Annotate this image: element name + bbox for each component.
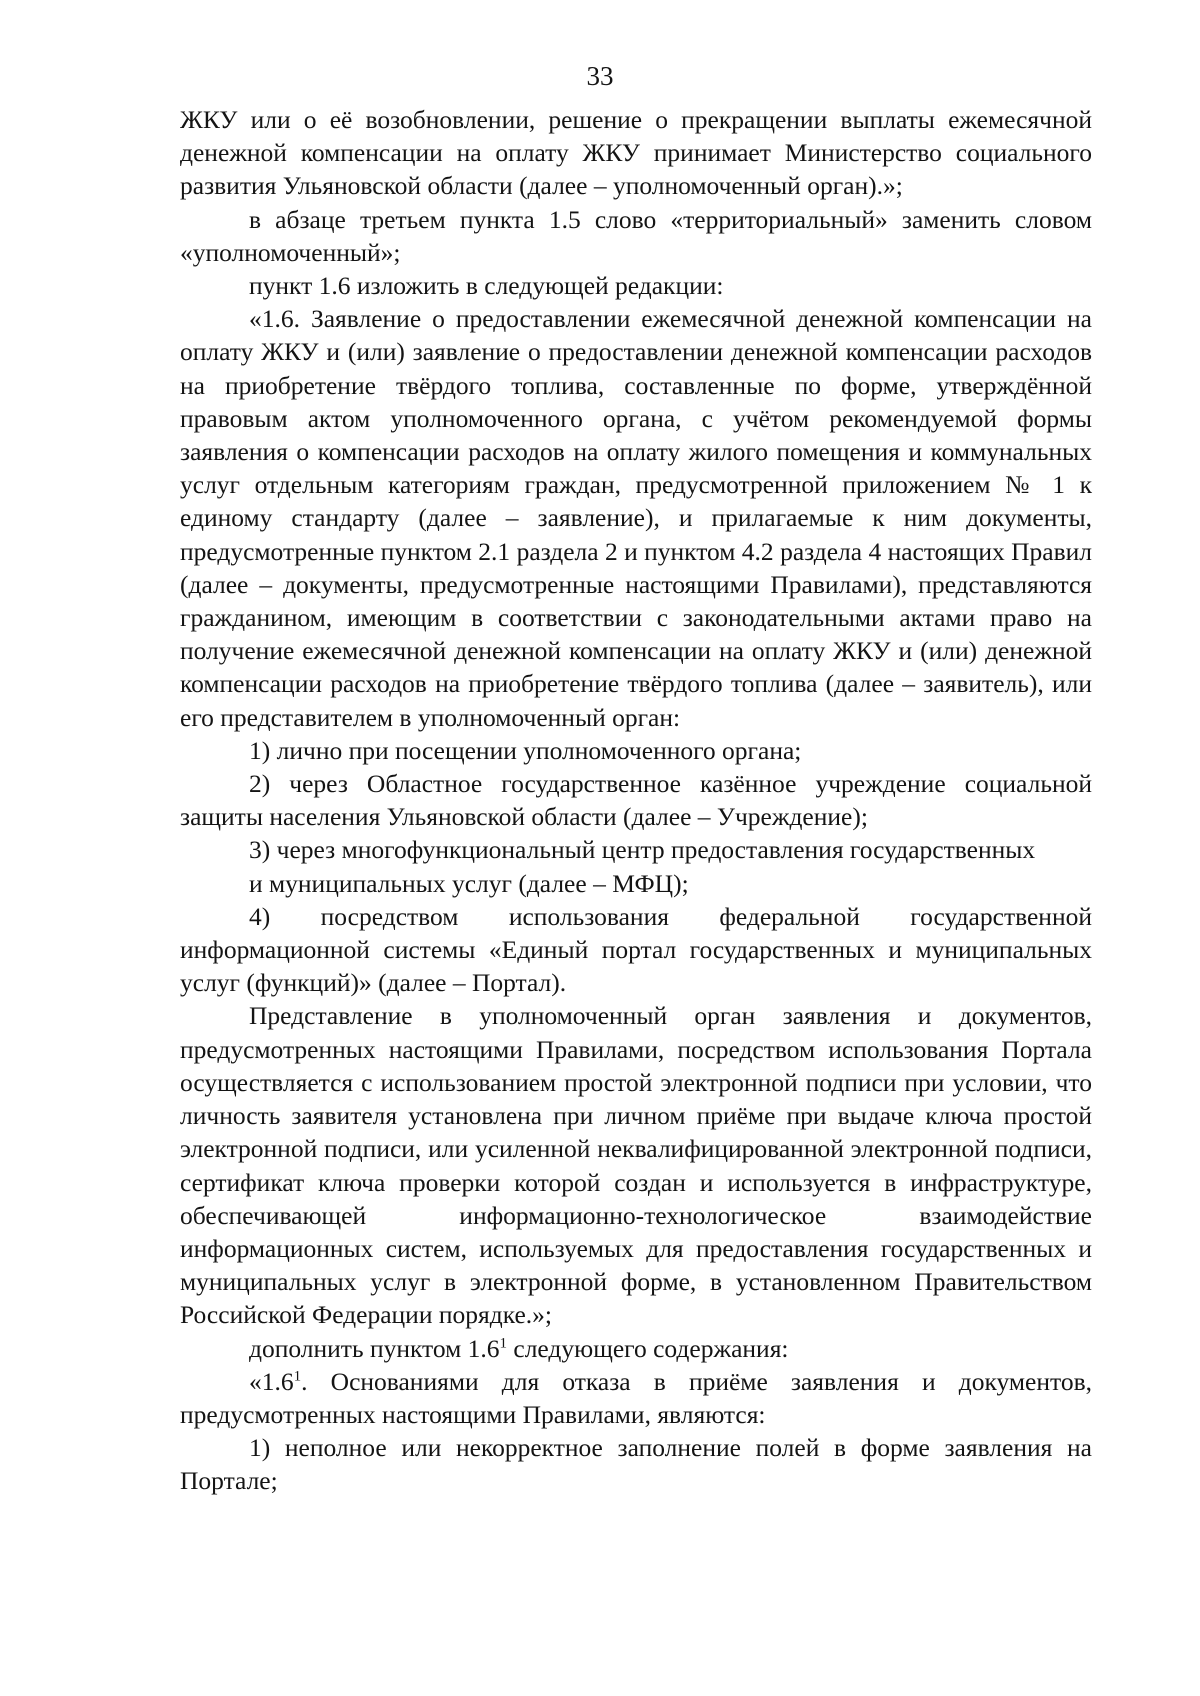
paragraph-portal-signature: Представление в уполномоченный орган заявления и документов, предусмотренных настоящими Правилами, посредством использования Портала осуществляется с использованием простой электронной подписи при условии, что личность заявителя установлена при личном приёме при выдаче ключа простой электронной подписи, или усиленной неквалифицированной электронной подписи, сертификат ключа проверки которой создан и используется в инфраструктуре, обеспечивающей информационно-технологическое взаимодействие информационных систем, используемых для предоставления государственных и муниципальных услуг в электронной форме, в установленном Правительством Российской Федерации порядке.»;	[180, 1001, 1092, 1330]
list-item-4: 4) посредством использования федеральной государственной информационной системы «Единый портал государственных и муниципальных услуг (функций)» (далее – Портал).	[180, 901, 1092, 998]
page-number: 33	[586, 61, 614, 91]
paragraph-clause-1-6-1	[180, 1365, 1092, 1431]
paragraph-add-clause	[180, 1332, 1092, 1365]
clause-text: . Основаниями для отказа в приёме заявления и документов, предусмотренных настоящими Правилами, являются:	[180, 1366, 1092, 1429]
list-item-3	[180, 833, 1092, 899]
add-clause-text-end: следующего содержания:	[507, 1333, 789, 1363]
list-item-1: 1) лично при посещении уполномоченного органа;	[249, 735, 802, 765]
paragraph-amendment-1-5: в абзаце третьем пункта 1.5 слово «территориальный» заменить словом «уполномоченный»;	[180, 204, 1092, 267]
clause-superscript: 1	[293, 1368, 302, 1385]
paragraph-clause-1-6: «1.6. Заявление о предоставлении ежемесячной денежной компенсации на оплату ЖКУ и (или) заявление о предоставлении денежной компенсации расходов на приобретение твёрдого топлива, составленные по форме, утверждённой правовым актом уполномоченного органа, с учётом рекомендуемой формы заявления о компенсации расходов на оплату жилого помещения и коммунальных услуг отдельным категориям граждан, предусмотренной приложением № 1 к единому стандарту (далее – заявление), и прилагаемые к ним документы, предусмотренные пунктом 2.1 раздела 2 и пунктом 4.2 раздела 4 настоящих Правил (далее – документы, предусмотренные настоящими Правилами), представляются гражданином, имеющим в соответствии с законодательными актами право на получение ежемесячной денежной компенсации на оплату ЖКУ и (или) денежной компенсации расходов на приобретение твёрдого топлива (далее – заявитель), или его представителем в уполномоченный орган:	[180, 304, 1092, 732]
list-item-3-line-2: и муниципальных услуг (далее – МФЦ);	[249, 868, 689, 898]
paragraph-amendment-1-6-intro: пункт 1.6 изложить в следующей редакции:	[249, 271, 724, 301]
refusal-ground-1: 1) неполное или некорректное заполнение полей в форме заявления на Портале;	[180, 1433, 1092, 1496]
document-body	[180, 103, 1092, 1498]
add-clause-superscript: 1	[499, 1335, 508, 1352]
clause-number: «1.6	[249, 1366, 294, 1396]
list-item-2: 2) через Областное государственное казённое учреждение социальной защиты населения Ульяновской области (далее – Учреждение);	[180, 769, 1092, 832]
paragraph-continuation: ЖКУ или о её возобновлении, решение о прекращении выплаты ежемесячной денежной компенсации на оплату ЖКУ принимает Министерство социального развития Ульяновской области (далее – уполномоченный орган).»;	[180, 105, 1092, 201]
list-item-3-line-1: 3) через многофункциональный центр предоставления государственных	[249, 835, 1036, 865]
add-clause-text: дополнить пунктом 1.6	[249, 1333, 500, 1363]
